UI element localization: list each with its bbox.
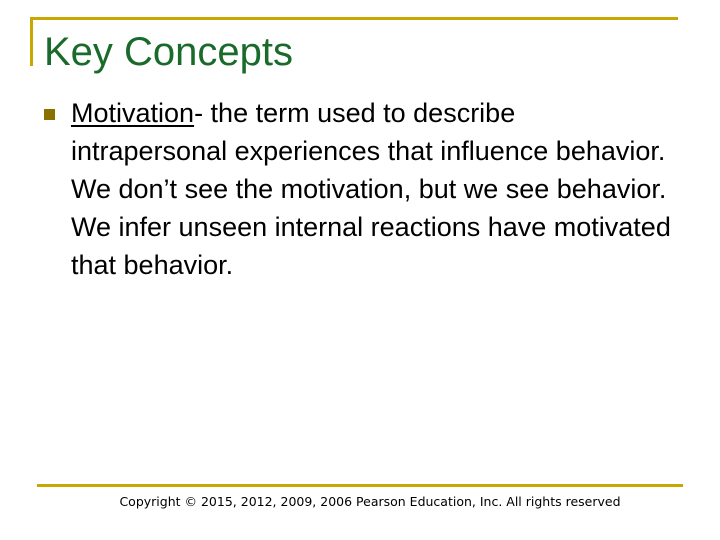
footer-text: Copyright © 2015, 2012, 2009, 2006 Pearson Education, Inc. All rights reserved	[119, 494, 621, 509]
footer-copyright	[0, 494, 720, 510]
bullet-square-icon	[44, 109, 55, 120]
bottom-rule	[37, 484, 683, 487]
bullet-term: Motivation	[71, 98, 195, 128]
left-rule	[30, 17, 33, 66]
bullet-item	[71, 94, 671, 284]
slide-title: Key Concepts	[44, 30, 294, 74]
bullet-body: - the term used to describe intrapersonal experiences that influence behavior. We don’t see the motivation, but we see behavior. We infer unseen internal reactions have motivated that behavior.	[71, 98, 671, 280]
top-rule	[30, 17, 678, 20]
